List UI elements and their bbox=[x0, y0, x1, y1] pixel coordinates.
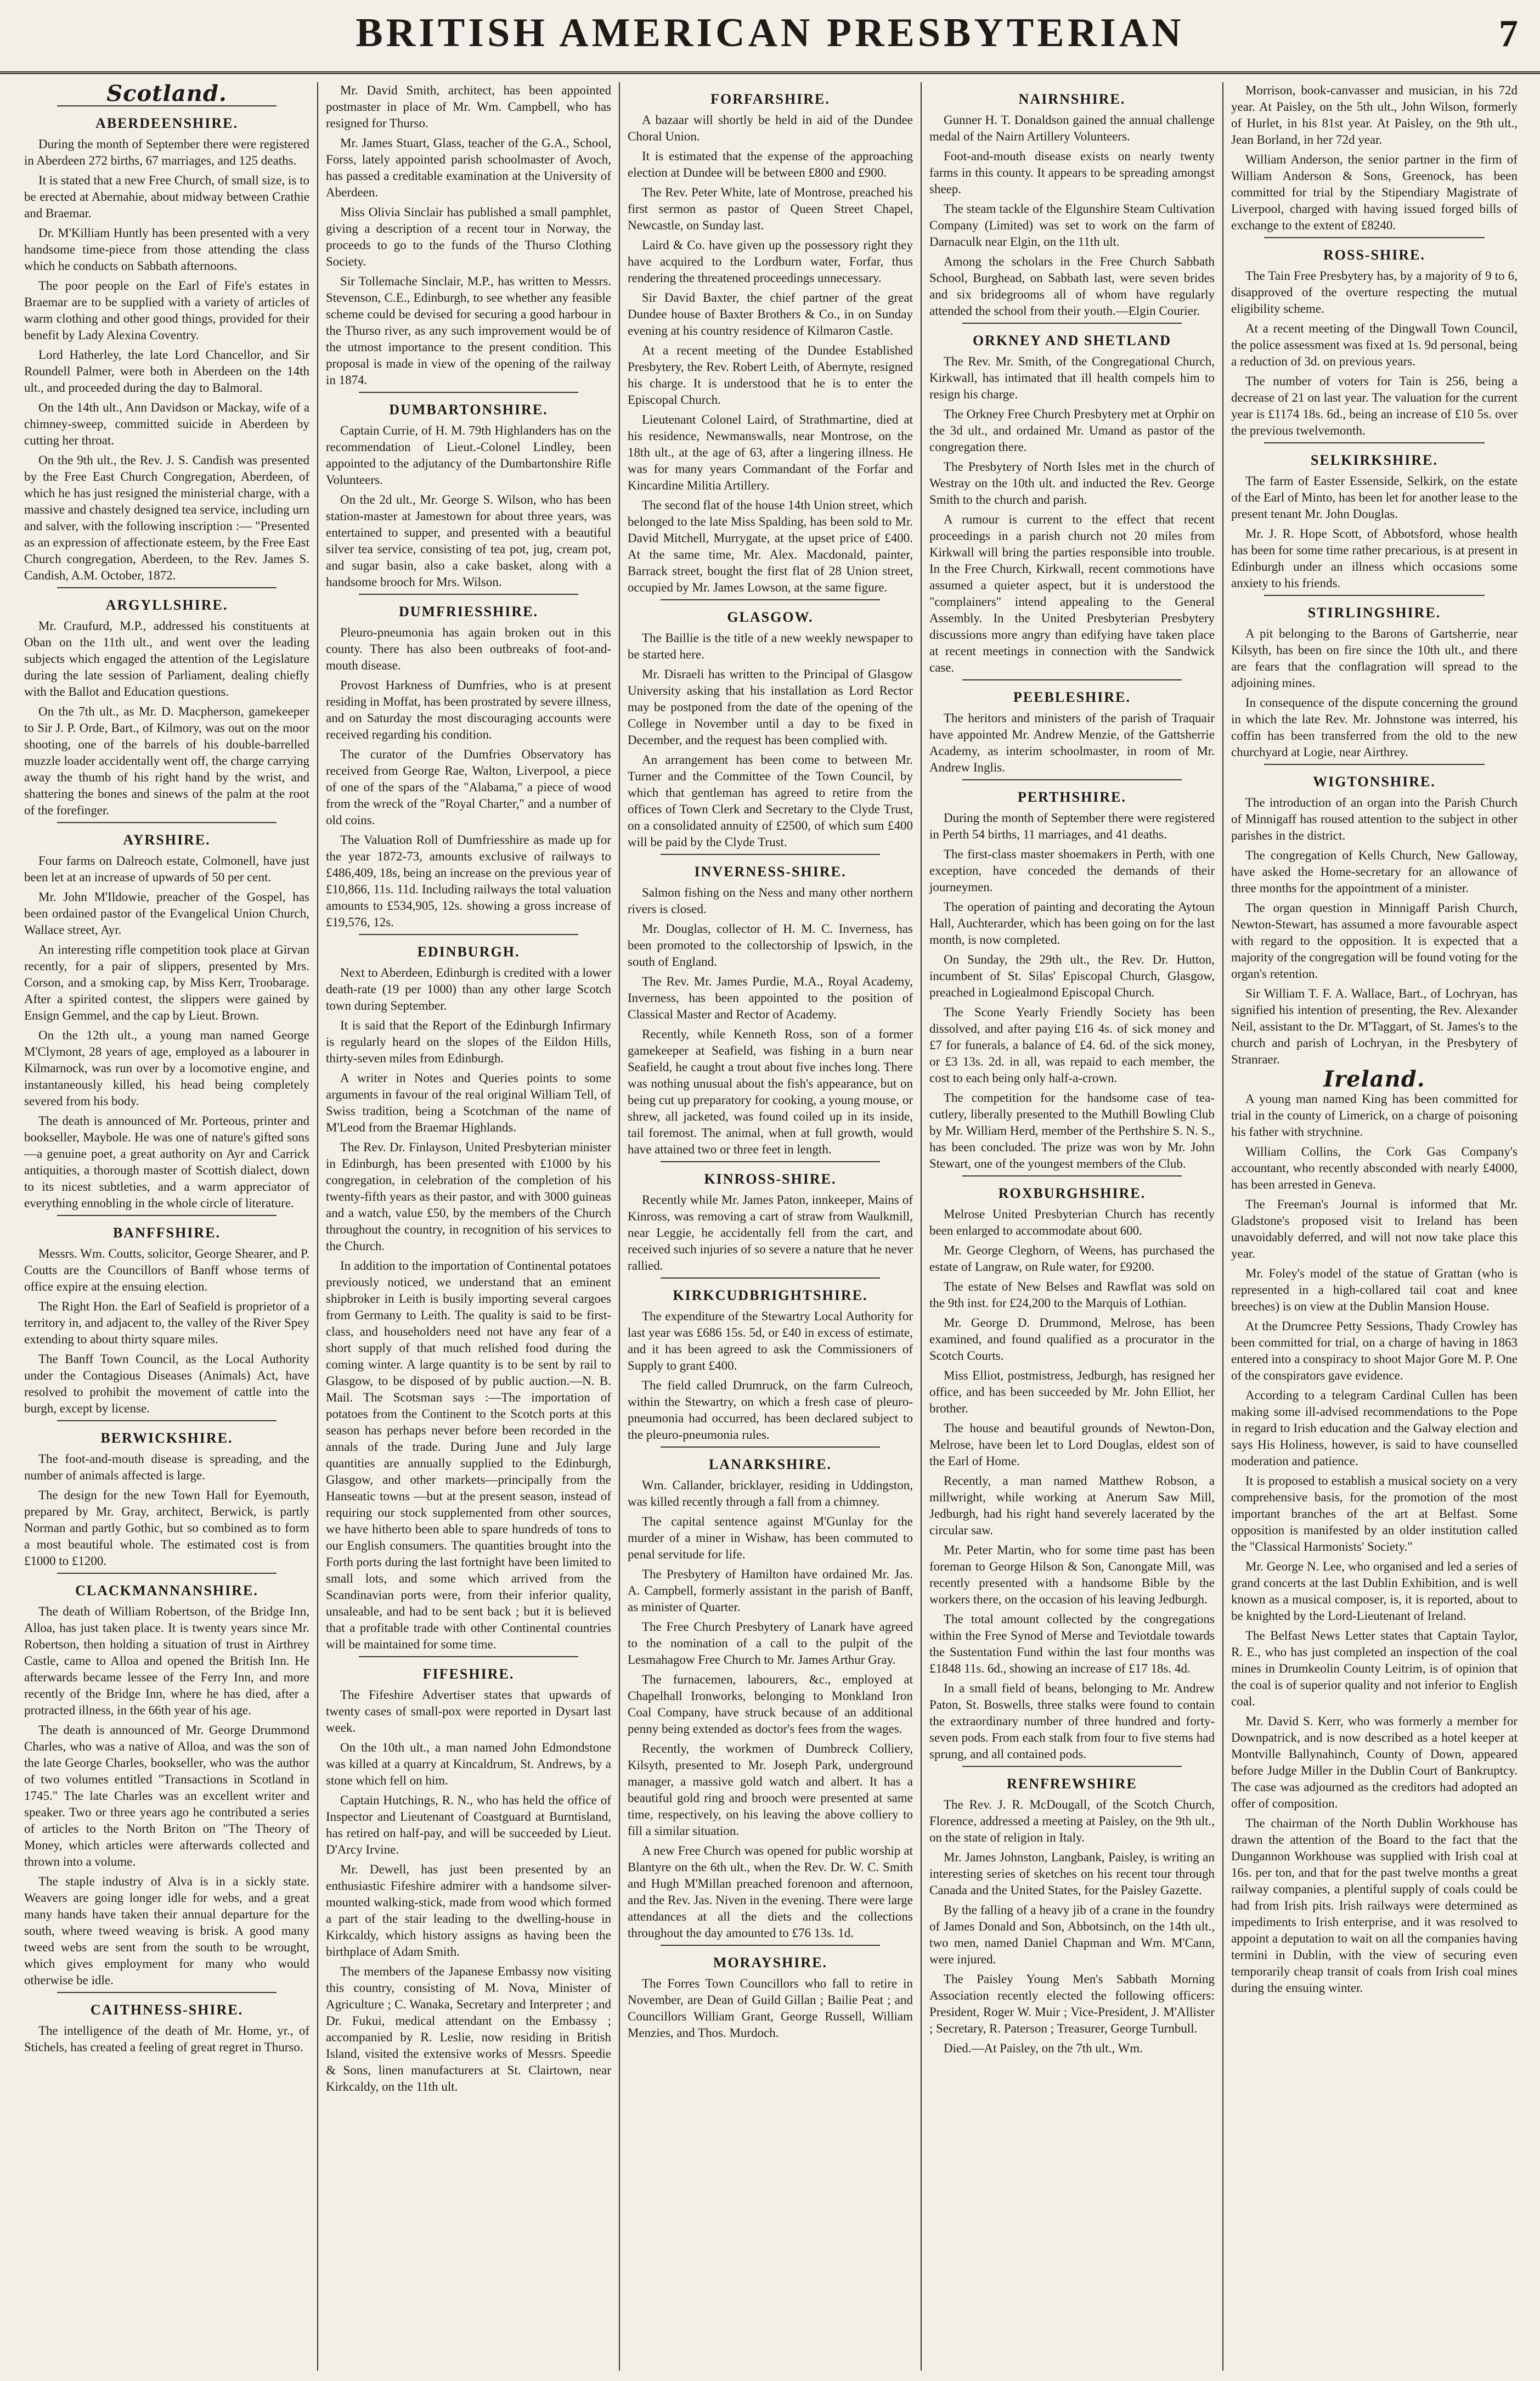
news-paragraph: The Free Church Presbytery of Lanark have agreed to the nomination of a call to the pulpit of the Lesmahagow Free Church to Mr. James Arthur Gray. bbox=[628, 1620, 913, 1667]
news-paragraph: Mr. George Cleghorn, of Weens, has purchased the estate of Langraw, on Rule water, for £9200. bbox=[929, 1243, 1215, 1274]
news-column-3 bbox=[620, 82, 922, 2371]
news-paragraph: Died.—At Paisley, on the 7th ult., Wm. bbox=[944, 2041, 1143, 2055]
county-heading: ORKNEY AND SHETLAND bbox=[972, 333, 1172, 348]
news-paragraph: The capital sentence against M'Gunlay for the murder of a miner in Wishaw, has been commuted to penal servitude for life. bbox=[628, 1515, 913, 1561]
section-rule bbox=[661, 1161, 880, 1162]
news-paragraph: Lieutenant Colonel Laird, of Strathmartine, died at his residence, Newmanswalls, near Montrose, on the 18th ult., at the age of 63, after a lingering illness. He was for many years Commandant of the Forfar and Kincardine Militia Artillery. bbox=[628, 413, 913, 492]
news-paragraph: On the 14th ult., Ann Davidson or Mackay, wife of a chimney-sweep, committed suicide in Aberdeen by cutting her throat. bbox=[24, 401, 309, 447]
section-rule bbox=[359, 594, 578, 595]
news-paragraph: The poor people on the Earl of Fife's estates in Braemar are to be supplied with a variety of articles of warm clothing and other good things, provided for their benefit by Lady Alexina Coventry. bbox=[24, 279, 309, 342]
news-paragraph: During the month of September there were registered in Perth 54 births, 11 marriages, and 41 deaths. bbox=[929, 811, 1215, 841]
news-paragraph: Mr. George D. Drummond, Melrose, has been examined, and found qualified as a procurator in the Scotch Courts. bbox=[929, 1316, 1215, 1363]
section-rule bbox=[1264, 595, 1485, 596]
section-rule bbox=[962, 679, 1182, 680]
section-rule bbox=[359, 392, 578, 393]
news-paragraph: Recently, while Kenneth Ross, son of a former gamekeeper at Seafield, was fishing in a burn near Seafield, he caught a trout about five inches long. There was nothing unusual about the fish's appearance, but on being cut up preparatory for cooking, a young mouse, or shrew, all jacketed, was found coiled up in its inside, tail foremost. The animal, when at full growth, would have attained two or three feet in length. bbox=[628, 1027, 913, 1156]
news-paragraph: An arrangement has been come to between Mr. Turner and the Committee of the Town Council, by which that gentleman has agreed to retire from the offices of Town Clerk and Secretary to the Clyde Trust, on a consolidated annuity of £2500, of which sum £400 will be paid by the Clyde Trust. bbox=[628, 753, 913, 849]
news-paragraph: The Right Hon. the Earl of Seafield is proprietor of a territory in, and adjacent to, the valley of the River Spey extending to about thirty square miles. bbox=[24, 1299, 309, 1346]
news-paragraph: The intelligence of the death of Mr. Home, yr., of Stichels, has created a feeling of great regret in Thurso. bbox=[24, 2024, 309, 2054]
news-paragraph: The curator of the Dumfries Observatory has received from George Rae, Walton, Liverpool, a piece of one of the spars of the "Alabama," a piece of wood from the wreck of the "Royal Charter," and a number of old coins. bbox=[326, 747, 611, 827]
news-paragraph: Recently while Mr. James Paton, innkeeper, Mains of Kinross, was removing a cart of straw from Waulkmill, near Leggie, he accidentally fell from the cart, and received such injuries of so severe a nature that he never rallied. bbox=[628, 1193, 913, 1273]
county-heading: GLASGOW. bbox=[727, 609, 814, 625]
section-rule bbox=[359, 1656, 578, 1657]
news-paragraph: The Fifeshire Advertiser states that upwards of twenty cases of small-pox were reported in Dysart last week. bbox=[326, 1688, 611, 1735]
news-paragraph: The Forres Town Councillors who fall to retire in November, are Dean of Guild Gillan ; Bailie Peat ; and Councillors William Grant, George Russell, William Menzies, and Thos. Murdoch. bbox=[628, 1977, 913, 2040]
county-heading: ABERDEENSHIRE. bbox=[95, 115, 238, 131]
news-paragraph: During the month of September there were registered in Aberdeen 272 births, 67 marriages, and 125 deaths. bbox=[24, 137, 309, 167]
news-column-1 bbox=[16, 82, 318, 2371]
news-paragraph: The expenditure of the Stewartry Local Authority for last year was £686 15s. 5d, or £40 in excess of estimate, and it has been agreed to ask the Commissioners of Supply to grant £400. bbox=[628, 1309, 913, 1372]
country-heading: Ireland. bbox=[1323, 1066, 1425, 1092]
section-rule bbox=[661, 1446, 880, 1448]
news-paragraph: At a recent meeting of the Dundee Established Presbytery, the Rev. Robert Leith, of Abernyte, resigned his charge. It is understood that he is to enter the Episcopal Church. bbox=[628, 344, 913, 407]
section-rule bbox=[57, 1215, 277, 1216]
news-paragraph: William Anderson, the senior partner in the firm of William Anderson & Sons, Greenock, has been committed for trial by the Stipendiary Magistrate of Liverpool, charged with having issued forged bills of exchange to the extent of £8240. bbox=[1231, 153, 1518, 232]
news-paragraph: Mr. David Smith, architect, has been appointed postmaster in place of Mr. Wm. Campbell, who has resigned for Thurso. bbox=[326, 83, 611, 130]
news-paragraph: Miss Elliot, postmistress, Jedburgh, has resigned her office, and has been succeeded by Mr. John Elliot, her brother. bbox=[929, 1369, 1215, 1415]
section-rule bbox=[57, 1992, 277, 1993]
news-paragraph: In addition to the importation of Continental potatoes previously noticed, we understand that an eminent shipbroker in Leith is busily importing several cargoes from Germany to Leith. The quality is said to be first-class, and householders need not have any fear of a short supply of that much relished food during the coming winter. A large quantity is to be sent by rail to Glasgow, to be disposed of by public auction.—N. B. Mail. The Scotsman says :—The importation of potatoes from the Continent to the Scotch ports at this season has perhaps never before been recorded in the annals of the trade. During June and July large quantities are annually supplied to the Edinburgh, Glasgow, and other markets—principally from the Hanseatic towns —but at the present season, instead of requiring our stock supplemented from other sources, we have hitherto been able to spare hundreds of tons to our English consumers. The quantities brought into the Forth ports during the last fortnight have been limited to small lots, and some which arrived from the Scandinavian ports were, from their inferior quality, unsaleable, and had to be sent back ; but it is believed that a profitable trade with other Continental countries will be maintained for some time. bbox=[326, 1259, 611, 1651]
news-paragraph: The competition for the handsome case of tea-cutlery, liberally presented to the Muthill Bowling Club by Mr. William Herd, member of the Perthshire S. N. S., has been concluded. The prize was won by Mr. John Stewart, one of the youngest members of the Club. bbox=[929, 1091, 1215, 1170]
news-paragraph: The Paisley Young Men's Sabbath Morning Association recently elected the following officers: President, Roger W. Muir ; Vice-President, J. M'Allister ; Secretary, R. Paterson ; Treasurer, George Turnbull. bbox=[929, 1972, 1215, 2035]
news-paragraph: The field called Drumruck, on the farm Culreoch, within the Stewartry, on which a fresh case of pleuro-pneumonia had occurred, has been declared subject to the pleuro-pneumonia rules. bbox=[628, 1378, 913, 1442]
section-rule bbox=[57, 1420, 277, 1421]
news-paragraph: The chairman of the North Dublin Workhouse has drawn the attention of the Board to the fact that the Dungannon Workhouse was supplied with Irish coal at 16s. per ton, and that for the past twelve months a great railway companies, a plentiful supply of coals could be had from Irish pits. Irish railways were determined as impediments to Irish enterprise, and it was resolved to appoint a deputation to wait on all the companies having termini in Dublin, with the view of securing even temporarily cheap transit of coals from Irish coal mines during the ensuing winter. bbox=[1231, 1816, 1518, 1995]
county-heading: LANARKSHIRE. bbox=[708, 1456, 832, 1472]
news-paragraph: A writer in Notes and Queries points to some arguments in favour of the real original William Tell, of Swiss tradition, being a Scotchman of the name of M'Leod from the Braemar Highlands. bbox=[326, 1071, 611, 1134]
county-heading: PEEBLESHIRE. bbox=[1013, 689, 1131, 705]
news-paragraph: The Rev. Mr. James Purdie, M.A., Royal Academy, Inverness, has been appointed to the position of Classical Master and Rector of Academy. bbox=[628, 975, 913, 1021]
news-paragraph: On the 7th ult., as Mr. D. Macpherson, gamekeeper to Sir J. P. Orde, Bart., of Kilmory, was out on the moor shooting, one of the barrels of his double-barrelled muzzle loader accidentally went off, the charge carrying away the thumb of his right hand by the wrist, and shattering the bones and sinews of the palm at the root of the forefinger. bbox=[24, 705, 309, 817]
news-paragraph: Mr. George N. Lee, who organised and led a series of grand concerts at the last Dublin Exhibition, and is well known as a musical composer, is, it is reported, about to be knighted by the Lord-Lieutenant of Ireland. bbox=[1231, 1560, 1518, 1623]
news-paragraph: The total amount collected by the congregations within the Free Synod of Merse and Teviotdale towards the Sustentation Fund within the last four months was £1848 11s. 6d., showing an increase of £17 18s. 4d. bbox=[929, 1612, 1215, 1675]
news-paragraph: The congregation of Kells Church, New Galloway, have asked the Home-secretary for an allowance of three months for the appointment of a minister. bbox=[1231, 848, 1518, 895]
news-paragraph: The organ question in Minnigaff Parish Church, Newton-Stewart, has assumed a more favourable aspect with regard to the opposition. It is expected that a majority of the congregation will be found voting for the organ's retention. bbox=[1231, 901, 1518, 981]
county-heading: INVERNESS-SHIRE. bbox=[694, 864, 847, 880]
county-heading: BANFFSHIRE. bbox=[112, 1225, 221, 1241]
news-paragraph: Gunner H. T. Donaldson gained the annual challenge medal of the Nairn Artillery Volunteers. bbox=[929, 113, 1215, 143]
news-paragraph: Foot-and-mouth disease exists on nearly twenty farms in this county. It appears to be spreading amongst sheep. bbox=[929, 149, 1215, 196]
news-paragraph: The Orkney Free Church Presbytery met at Orphir on the 3d ult., and ordained Mr. Umand as pastor of the congregation there. bbox=[929, 407, 1215, 454]
county-heading: DUMBARTONSHIRE. bbox=[389, 402, 548, 418]
news-paragraph: Sir David Baxter, the chief partner of the great Dundee house of Baxter Brothers & Co., in on Sunday evening at his country residence of Kilmaron Castle. bbox=[628, 291, 913, 337]
news-paragraph: On Sunday, the 29th ult., the Rev. Dr. Hutton, incumbent of St. Silas' Episcopal Church, Glasgow, preached in Logiealmond Episcopal Church. bbox=[929, 953, 1215, 999]
news-paragraph: A pit belonging to the Barons of Gartsherrie, near Kilsyth, has been on fire since the 10th ult., and there are fears that the conflagration will spread to the adjoining mines. bbox=[1231, 627, 1518, 690]
county-heading: STIRLINGSHIRE. bbox=[1307, 605, 1441, 621]
news-paragraph: The death is announced of Mr. George Drummond Charles, who was a native of Alloa, and was the son of the late George Charles, bookseller, who was the author of two volumes entitled "Transactions in Scotland in 1745." The late Charles was an excellent writer and speaker. Two or three years ago he contributed a series of articles to the North Briton on "The Theory of Money, which articles were afterwards collected and thrown into a volume. bbox=[24, 1723, 309, 1868]
county-heading: KIRKCUDBRIGHTSHIRE. bbox=[673, 1287, 868, 1303]
news-paragraph: A new Free Church was opened for public worship at Blantyre on the 6th ult., when the Rev. Dr. W. C. Smith and Hugh M'Millan preached forenoon and afternoon, and the Rev. Jas. Niven in the evening. There were large attendances at all the diets and the collections throughout the day amounted to £76 13s. 1d. bbox=[628, 1844, 913, 1940]
news-paragraph: The house and beautiful grounds of Newton-Don, Melrose, have been let to Lord Douglas, eldest son of the Earl of Home. bbox=[929, 1421, 1215, 1468]
news-paragraph: The Presbytery of North Isles met in the church of Westray on the 10th ult. and inducted the Rev. George Smith to the church and parish. bbox=[929, 460, 1215, 506]
news-paragraph: On the 10th ult., a man named John Edmondstone was killed at a quarry at Kincaldrum, St. Andrews, by a stone which fell on him. bbox=[326, 1741, 611, 1787]
county-heading: KINROSS-SHIRE. bbox=[704, 1171, 837, 1187]
news-paragraph: Mr. Disraeli has written to the Principal of Glasgow University asking that his installation as Lord Rector may be postponed from the date of the opening of the College in November until a day to be fixed in December, and the request has been complied with. bbox=[628, 667, 913, 747]
news-paragraph: Pleuro-pneumonia has again broken out in this county. There has also been outbreaks of foot-and-mouth disease. bbox=[326, 626, 611, 672]
county-heading: PERTHSHIRE. bbox=[1017, 789, 1127, 805]
news-paragraph: It is said that the Report of the Edinburgh Infirmary is regularly heard on the slopes of the Eildon Hills, thirty-seven miles from Edinburgh. bbox=[326, 1018, 611, 1065]
news-paragraph: At the Drumcree Petty Sessions, Thady Crowley has been committed for trial, on a charge of having in 1863 entered into a conspiracy to shoot Major Gore M. P. One of the conspirators gave evidence. bbox=[1231, 1319, 1518, 1382]
news-paragraph: By the falling of a heavy jib of a crane in the foundry of James Donald and Son, Abbotsinch, on the 14th ult., two men, named Daniel Chapman and Wm. M'Cann, were injured. bbox=[929, 1903, 1215, 1966]
county-heading: ARGYLLSHIRE. bbox=[105, 597, 228, 613]
masthead bbox=[0, 0, 1540, 74]
news-paragraph: The heritors and ministers of the parish of Traquair have appointed Mr. Andrew Menzie, of the Gattsherrie Academy, as interim schoolmaster, in room of Mr. Andrew Inglis. bbox=[929, 711, 1215, 774]
news-paragraph: It is stated that a new Free Church, of small size, is to be erected at Abernahie, about midway between Crathie and Braemar. bbox=[24, 173, 309, 220]
news-paragraph: Sir William T. F. A. Wallace, Bart., of Lochryan, has signified his intention of presenting, the Rev. Alexander Neil, assistant to the Dr. M'Taggart, of St. James's to the church and parish of Lochryan, in the Presbytery of Stranraer. bbox=[1231, 987, 1518, 1066]
news-paragraph: Captain Hutchings, R. N., who has held the office of Inspector and Lieutenant of Coastguard at Burntisland, has retired on half-pay, and will be succeeded by Lieut. D'Arcy Irvine. bbox=[326, 1793, 611, 1856]
news-paragraph: In consequence of the dispute concerning the ground in which the late Rev. Mr. Johnstone was interred, his coffin has been transferred from the old to the new churchyard at Logie, near Airthrey. bbox=[1231, 696, 1518, 759]
news-paragraph: Mr. Craufurd, M.P., addressed his constituents at Oban on the 11th ult., and went over the leading subjects which engaged the attention of the Legislature during the late session of Parliament, dealing chiefly with the Ballot and Education questions. bbox=[24, 619, 309, 699]
newspaper-title: BRITISH AMERICAN PRESBYTERIAN bbox=[356, 10, 1184, 55]
news-paragraph: The Rev. Dr. Finlayson, United Presbyterian minister in Edinburgh, has been presented with £1000 by his congregation, in celebration of the completion of his twenty-fifth years as their pastor, and with 3000 guineas and a watch, value £50, by the members of the Church throughout the country, in recognition of his services to the Church. bbox=[326, 1140, 611, 1253]
county-heading: CAITHNESS-SHIRE. bbox=[90, 2002, 244, 2018]
news-paragraph: Mr. David S. Kerr, who was formerly a member for Downpatrick, and is now described as a hotel keeper at Montville Ballynahinch, County of Down, appeared before Judge Miller in the Dublin Court of Bankruptcy. The case was adjourned as the creditors had adopted an offer of composition. bbox=[1231, 1714, 1518, 1810]
news-paragraph: The furnacemen, labourers, &c., employed at Chapelhall Ironworks, belonging to Monkland Iron Coal Company, have struck because of an additional penny being extended as doctor's fees from the wages. bbox=[628, 1673, 913, 1736]
news-paragraph: The steam tackle of the Elgunshire Steam Cultivation Company (Limited) was set to work on the farm of Darnaculk near Elgin, on the 11th ult. bbox=[929, 202, 1215, 249]
news-paragraph: Melrose United Presbyterian Church has recently been enlarged to accommodate about 600. bbox=[929, 1207, 1215, 1237]
news-paragraph: Lord Hatherley, the late Lord Chancellor, and Sir Roundell Palmer, were both in Aberdeen on the 14th ult., and proceeded during the day to Balmoral. bbox=[24, 348, 309, 395]
news-paragraph: The Banff Town Council, as the Local Authority under the Contagious Diseases (Animals) Act, have resolved to prohibit the movement of cattle into the burgh, except by license. bbox=[24, 1352, 309, 1415]
news-paragraph: The Rev. Peter White, late of Montrose, preached his first sermon as pastor of Queen Street Chapel, Newcastle, on Sunday last. bbox=[628, 185, 913, 232]
news-paragraph: Laird & Co. have given up the possessory right they have acquired to the Lordburn water, Forfar, thus rendering the threatened proceedings unnecessary. bbox=[628, 238, 913, 285]
news-paragraph: Mr. Douglas, collector of H. M. C. Inverness, has been promoted to the collectorship of Ipswich, in the south of England. bbox=[628, 922, 913, 969]
news-paragraph: Mr. James Johnston, Langbank, Paisley, is writing an interesting series of sketches on his recent tour through Canada and the United States, for the Paisley Gazette. bbox=[929, 1850, 1215, 1897]
news-column-4 bbox=[922, 82, 1223, 2371]
county-heading: MORAYSHIRE. bbox=[713, 1955, 828, 1971]
news-columns bbox=[16, 82, 1525, 2371]
county-heading: DUMFRIESSHIRE. bbox=[398, 604, 539, 620]
section-rule bbox=[359, 934, 578, 935]
news-paragraph: The second flat of the house 14th Union street, which belonged to the late Miss Spalding, has been sold to Mr. David Mitchell, Murrygate, at the upset price of £400. At the same time, Mr. Alex. Macdonald, painter, Barrack street, bought the first flat of 28 Union street, occupied by Mr. James Lowson, at the same figure. bbox=[628, 498, 913, 594]
county-heading: AYRSHIRE. bbox=[123, 832, 211, 848]
news-paragraph: William Collins, the Cork Gas Company's accountant, who recently absconded with nearly £4000, has been arrested in Geneva. bbox=[1231, 1145, 1518, 1191]
news-paragraph: Morrison, book-canvasser and musician, in his 72d year. At Paisley, on the 5th ult., John Wilson, formerly of Hurlet, in his 81st year. At Paisley, on the 9th ult., Jean Borland, in her 72d year. bbox=[1231, 83, 1518, 147]
section-rule bbox=[1264, 237, 1485, 238]
news-paragraph: Wm. Callander, bricklayer, residing in Uddingston, was killed recently through a fall from a chimney. bbox=[628, 1478, 913, 1508]
page-number: 7 bbox=[1499, 13, 1518, 55]
news-paragraph: The Rev. Mr. Smith, of the Congregational Church, Kirkwall, has intimated that ill health compels him to resign his charge. bbox=[929, 354, 1215, 401]
county-heading: BERWICKSHIRE. bbox=[100, 1430, 233, 1446]
news-paragraph: The design for the new Town Hall for Eyemouth, prepared by Mr. Gray, architect, Berwick, is partly Norman and partly Gothic, but so combined as to form a most beautiful whole. The estimated cost is from £1000 to £1200. bbox=[24, 1488, 309, 1568]
county-heading: RENFREWSHIRE bbox=[1007, 1776, 1137, 1792]
news-paragraph: The operation of painting and decorating the Aytoun Hall, Auchterarder, which has been going on for the last month, is now completed. bbox=[929, 900, 1215, 947]
section-rule bbox=[661, 1945, 880, 1946]
news-paragraph: A rumour is current to the effect that recent proceedings in a parish church not 20 miles from Kirkwall will bring the parties responsible into trouble. In the Free Church, Kirkwall, recent commotions have assumed a quieter aspect, but it is understood the "complainers" intend appealing to the General Assembly. In the United Presbyterian Presbytery discussions more angry than edifying have taken place at recent meetings in connection with the Sandwick case. bbox=[929, 513, 1215, 674]
news-paragraph: Mr. Peter Martin, who for some time past has been foreman to George Hilson & Son, Canongate Mill, was recently presented with a handsome Bible by the workers there, on the occasion of his leaving Jedburgh. bbox=[929, 1543, 1215, 1606]
news-paragraph: Four farms on Dalreoch estate, Colmonell, have just been let at an increase of upwards of 50 per cent. bbox=[24, 854, 309, 884]
news-paragraph: Mr. Foley's model of the statue of Grattan (who is represented in a high-collared tail coat and knee breeches) is on view at the Dublin Mansion House. bbox=[1231, 1267, 1518, 1313]
news-paragraph: Among the scholars in the Free Church Sabbath School, Burghead, on Sabbath last, were seven brides and six bridegrooms all of whom have regularly attended the school from their youth.—Elgin Courier. bbox=[929, 255, 1215, 318]
news-paragraph: The members of the Japanese Embassy now visiting this country, consisting of M. Nova, Minister of Agriculture ; C. Wanaka, Secretary and Interpreter ; and Dr. Fukui, medical attendant on the Embassy ; accompanied by R. Leslie, now residing in British Island, visited the extensive works of Messrs. Speedie & Sons, linen manufacturers at St. Clairtown, near Kirkcaldy, on the 11th ult. bbox=[326, 1965, 611, 2093]
news-paragraph: The introduction of an organ into the Parish Church of Minnigaff has roused attention to the subject in other parishes in the district. bbox=[1231, 796, 1518, 842]
section-rule bbox=[57, 1573, 277, 1574]
news-paragraph: The first-class master shoemakers in Perth, with one exception, have conceded the demands of their journeymen. bbox=[929, 847, 1215, 894]
section-rule bbox=[962, 779, 1182, 780]
section-rule bbox=[1264, 442, 1485, 443]
news-paragraph: The staple industry of Alva is in a sickly state. Weavers are going longer idle for webs, and a great many hands have taken their annual departure for the south, where tweed weaving is brisk. A good many tweed webs are sent from the south to be wrought, which gives employment for many who would otherwise be idle. bbox=[24, 1875, 309, 1987]
news-paragraph: Recently, the workmen of Dumbreck Colliery, Kilsyth, presented to Mr. Joseph Park, underground manager, a massive gold watch and albert. It has a beautiful gold ring and brooch were presented at same time, respectively, on his leaving the above colliery to fill a similar situation. bbox=[628, 1742, 913, 1838]
country-heading: Scotland. bbox=[106, 82, 227, 106]
county-heading: NAIRNSHIRE. bbox=[1018, 91, 1126, 107]
news-paragraph: Captain Currie, of H. M. 79th Highlanders has on the recommendation of Lieut.-Colonel Lindley, been appointed to the adjutancy of the Dumbartonshire Rifle Volunteers. bbox=[326, 424, 611, 487]
news-paragraph: The estate of New Belses and Rawflat was sold on the 9th inst. for £24,200 to the Marquis of Lothian. bbox=[929, 1280, 1215, 1310]
news-paragraph: Mr. James Stuart, Glass, teacher of the G.A., School, Forss, lately appointed parish schoolmaster of Avoch, has passed a creditable examination at the University of Aberdeen. bbox=[326, 136, 611, 199]
county-heading: ROXBURGHSHIRE. bbox=[998, 1185, 1146, 1201]
news-paragraph: The death of William Robertson, of the Bridge Inn, Alloa, has just taken place. It is twenty years since Mr. Robertson, then holding a situation of trust in Airthrey Castle, came to Alloa and opened the British Inn. He afterwards became lessee of the Ferry Inn, and more recently of the Bridge Inn, where he has died, after a protracted illness, in the 66th year of his age. bbox=[24, 1605, 309, 1717]
news-paragraph: Next to Aberdeen, Edinburgh is credited with a lower death-rate (19 per 1000) than any other large Scotch town during September. bbox=[326, 966, 611, 1012]
county-heading: CLACKMANNANSHIRE. bbox=[75, 1583, 258, 1598]
county-heading: ROSS-SHIRE. bbox=[1323, 247, 1425, 263]
news-paragraph: The Tain Free Presbytery has, by a majority of 9 to 6, disapproved of the overture respecting the mutual eligibility scheme. bbox=[1231, 269, 1518, 316]
section-rule bbox=[1264, 764, 1485, 765]
news-paragraph: Dr. M'Killiam Huntly has been presented with a very handsome time-piece from those attending the class which he conducts on Sabbath afternoons. bbox=[24, 226, 309, 273]
section-rule bbox=[962, 323, 1182, 324]
news-paragraph: It is proposed to establish a musical society on a very comprehensive basis, for the promotion of the most important branches of the art at Belfast. Some opposition is manifested by an older institution called the "Classical Harmonists' Society." bbox=[1231, 1474, 1518, 1553]
news-paragraph: Recently, a man named Matthew Robson, a millwright, while working at Anerum Saw Mill, Jedburgh, had his right hand severely lacerated by the circular saw. bbox=[929, 1474, 1215, 1537]
news-paragraph: According to a telegram Cardinal Cullen has been making some ill-advised recommendations to the Pope in regard to Irish education and the Galway election and says His Holiness, however, is said to have counselled moderation and patience. bbox=[1231, 1388, 1518, 1468]
news-paragraph: In a small field of beans, belonging to Mr. Andrew Paton, St. Boswells, three stalks were found to contain the extraordinary number of three hundred and forty-seven pods. From each stalk from four to five stems had sprung, and all contained pods. bbox=[929, 1681, 1215, 1761]
county-heading: SELKIRKSHIRE. bbox=[1311, 452, 1438, 468]
county-heading: EDINBURGH. bbox=[417, 944, 520, 960]
news-paragraph: An interesting rifle competition took place at Girvan recently, for a pair of slippers, presented by Mrs. Corson, and a smoking cap, by Miss Kerr, Troobarage. After a spirited contest, the slippers were gained by Ensign Gemmel, and the cap by Lieut. Brown. bbox=[24, 943, 309, 1022]
news-paragraph: A bazaar will shortly be held in aid of the Dundee Choral Union. bbox=[628, 113, 913, 143]
news-paragraph: On the 2d ult., Mr. George S. Wilson, who has been station-master at Jamestown for about three years, was entertained to supper, and presented with a beautiful silver tea service, consisting of tea pot, jug, cream pot, and sugar basin, also a cake basket, along with a handsome brooch for Mrs. Wilson. bbox=[326, 493, 611, 589]
county-heading: WIGTONSHIRE. bbox=[1313, 774, 1436, 790]
section-rule bbox=[57, 587, 277, 588]
news-paragraph: Mr. J. R. Hope Scott, of Abbotsford, whose health has been for some time rather precarious, is at present in Edinburgh under an illness which occasions some anxiety to his friends. bbox=[1231, 527, 1518, 590]
news-paragraph: The Freeman's Journal is informed that Mr. Gladstone's proposed visit to Ireland has been unavoidably deferred, and will not now take place this year. bbox=[1231, 1197, 1518, 1260]
news-paragraph: The farm of Easter Essenside, Selkirk, on the estate of the Earl of Minto, has been let for another lease to the present tenant Mr. John Douglas. bbox=[1231, 474, 1518, 521]
news-paragraph: The death is announced of Mr. Porteous, printer and bookseller, Maybole. He was one of nature's gifted sons—a genuine poet, a great authority on Ayr and Carrick antiquities, a thorough master of Scottish dialect, down to its nicest subtleties, and a warm appreciator of everything ennobling in the whole circle of literature. bbox=[24, 1114, 309, 1210]
news-paragraph: Salmon fishing on the Ness and many other northern rivers is closed. bbox=[628, 886, 913, 916]
news-paragraph: The number of voters for Tain is 256, being a decrease of 21 on last year. The valuation for the current year is £1174 18s. 6d., being an increase of £10 5s. over the previous twelvemonth. bbox=[1231, 374, 1518, 437]
county-heading: FIFESHIRE. bbox=[422, 1666, 515, 1682]
section-rule bbox=[962, 1766, 1182, 1767]
news-paragraph: On the 9th ult., the Rev. J. S. Candish was presented by the Free East Church Congregation, Aberdeen, of which he has just resigned the ministerial charge, with a massive and chastely designed tea service, including urn and salver, with the following inscription :— "Presented as an expression of affectionate esteem, by the Free East Church congregation, Aberdeen, to the Rev. James S. Candish, A.M. October, 1872. bbox=[24, 453, 309, 582]
news-paragraph: Provost Harkness of Dumfries, who is at present residing in Moffat, has been prostrated by severe illness, and on Saturday the most discouraging accounts were received regarding his condition. bbox=[326, 678, 611, 741]
county-heading: FORFARSHIRE. bbox=[710, 91, 830, 107]
news-paragraph: The Presbytery of Hamilton have ordained Mr. Jas. A. Campbell, formerly assistant in the parish of Banff, as minister of Quarter. bbox=[628, 1567, 913, 1614]
news-paragraph: Sir Tollemache Sinclair, M.P., has written to Messrs. Stevenson, C.E., Edinburgh, to see whether any feasible scheme could be devised for securing a good harbour in the Thurso river, as any such improvement would be of the utmost importance to the present condition. This proposal is made in view of the opening of the railway in 1874. bbox=[326, 274, 611, 387]
section-rule bbox=[661, 1277, 880, 1279]
news-column-2 bbox=[318, 82, 620, 2371]
news-paragraph: The foot-and-mouth disease is spreading, and the number of animals affected is large. bbox=[24, 1452, 309, 1482]
news-paragraph: Miss Olivia Sinclair has published a small pamphlet, giving a description of a recent tour in Norway, the proceeds to go to the funds of the Thurso Clothing Society. bbox=[326, 205, 611, 268]
news-paragraph: Messrs. Wm. Coutts, solicitor, George Shearer, and P. Coutts are the Councillors of Banff whose terms of office expire at the ensuing election. bbox=[24, 1247, 309, 1293]
news-paragraph: The Rev. J. R. McDougall, of the Scotch Church, Florence, addressed a meeting at Paisley, on the 9th ult., on the state of religion in Italy. bbox=[929, 1798, 1215, 1844]
news-paragraph: The Baillie is the title of a new weekly newspaper to be started here. bbox=[628, 631, 913, 661]
news-paragraph: On the 12th ult., a young man named George M'Clymont, 28 years of age, employed as a labourer in Kilmarnock, was run over by a locomotive engine, and instantaneously killed, his head being completely severed from his body. bbox=[24, 1028, 309, 1108]
news-paragraph: Mr. Dewell, has just been presented by an enthusiastic Fifeshire admirer with a handsome silver-mounted walking-stick, made from wood which formed a part of the stair leading to the dwelling-house in Kirkcaldy, which history assigns as having been the birthplace of Adam Smith. bbox=[326, 1862, 611, 1958]
news-column-5 bbox=[1223, 82, 1525, 2371]
section-rule bbox=[661, 599, 880, 600]
section-rule bbox=[661, 854, 880, 855]
news-paragraph: It is estimated that the expense of the approaching election at Dundee will be between £800 and £900. bbox=[628, 149, 913, 179]
news-paragraph: The Belfast News Letter states that Captain Taylor, R. E., who has just completed an inspection of the coal mines in Drumkeolin County Leitrim, is of opinion that the coal is of superior quality and not inferior to English coal. bbox=[1231, 1629, 1518, 1708]
news-paragraph: Mr. John M'Ildowie, preacher of the Gospel, has been ordained pastor of the Evangelical Union Church, Wallace street, Ayr. bbox=[24, 890, 309, 937]
news-paragraph: At a recent meeting of the Dingwall Town Council, the police assessment was fixed at 1s. 9d personal, being a reduction of 3d. on previous years. bbox=[1231, 322, 1518, 368]
news-paragraph: The Scone Yearly Friendly Society has been dissolved, and after paying £16 4s. of sick money and £7 for funerals, a balance of £4. 6d. of the sick money, or £3 13s. 2d. in all, was repaid to each member, the cost to each being only half-a-crown. bbox=[929, 1005, 1215, 1085]
news-paragraph: A young man named King has been committed for trial in the county of Limerick, on a charge of poisoning his father with strychnine. bbox=[1231, 1092, 1518, 1139]
section-rule bbox=[962, 1175, 1182, 1177]
section-rule bbox=[57, 822, 277, 823]
news-paragraph: The Valuation Roll of Dumfriesshire as made up for the year 1872-73, amounts exclusive of railways to £486,409, 18s, being an increase on the previous year of £10,866, 11s. 11d. Including railways the total valuation amounts to £534,905, 12s. showing a gross increase of £19,576, 12s. bbox=[326, 833, 611, 929]
